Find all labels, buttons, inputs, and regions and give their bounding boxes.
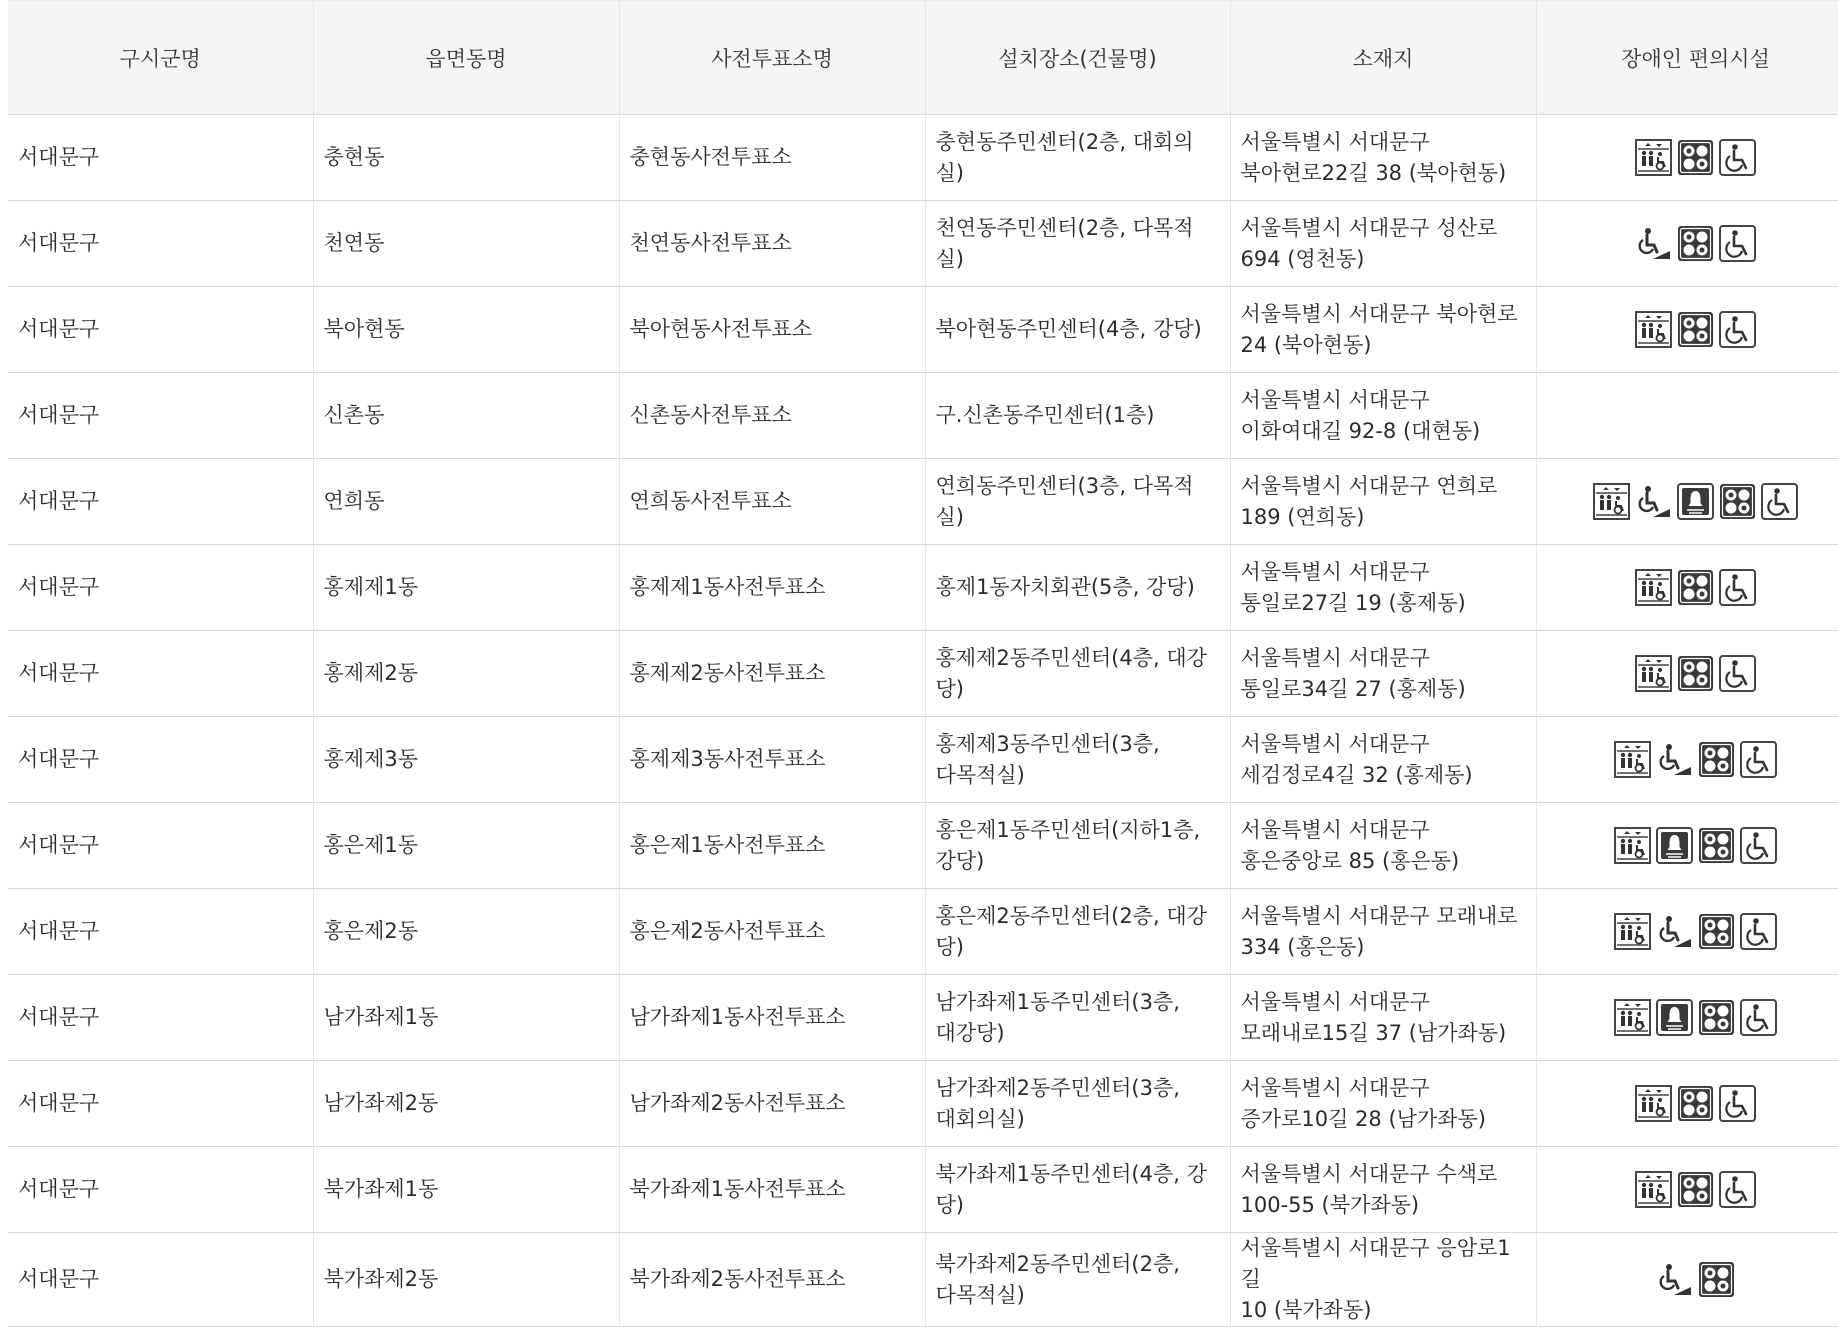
- cell-address: 서울특별시 서대문구 응암로1길 10 (북가좌동): [1230, 1233, 1536, 1327]
- cell-place: 홍제제2동주민센터(4층, 대강당): [925, 631, 1230, 717]
- cell-district: 서대문구: [8, 545, 313, 631]
- cell-district: 서대문구: [8, 287, 313, 373]
- wheelchair-icon: [1719, 655, 1756, 692]
- facility-icon-group: [1635, 139, 1756, 176]
- elevator-icon: [1614, 999, 1651, 1036]
- cell-place: 홍제1동자치회관(5층, 강당): [925, 545, 1230, 631]
- elevator-icon: [1635, 139, 1672, 176]
- cell-district: 서대문구: [8, 201, 313, 287]
- col-header-dong: 읍면동명: [313, 1, 619, 115]
- header-row: [8, 1, 1838, 115]
- facility-icon-group: [1614, 741, 1777, 778]
- braille-icon: [1698, 827, 1735, 864]
- cell-station: 북아현동사전투표소: [619, 287, 925, 373]
- cell-district: 서대문구: [8, 803, 313, 889]
- table-row: [8, 373, 1838, 459]
- table-row: [8, 545, 1838, 631]
- elevator-icon: [1635, 1171, 1672, 1208]
- cell-address: 서울특별시 서대문구 모래내로 334 (홍은동): [1230, 889, 1536, 975]
- cell-station: 홍제제1동사전투표소: [619, 545, 925, 631]
- cell-address: 서울특별시 서대문구 수색로 100-55 (북가좌동): [1230, 1147, 1536, 1233]
- cell-district: 서대문구: [8, 115, 313, 201]
- cell-dong: 연희동: [313, 459, 619, 545]
- cell-dong: 홍은제1동: [313, 803, 619, 889]
- cell-district: 서대문구: [8, 459, 313, 545]
- table-row: [8, 201, 1838, 287]
- elevator-icon: [1614, 741, 1651, 778]
- table-row: [8, 631, 1838, 717]
- bell-icon: [1656, 827, 1693, 864]
- wheelchair-icon: [1761, 483, 1798, 520]
- cell-station: 신촌동사전투표소: [619, 373, 925, 459]
- cell-address: 서울특별시 서대문구 홍은중앙로 85 (홍은동): [1230, 803, 1536, 889]
- polling-station-table: [8, 0, 1838, 1327]
- cell-facilities: [1536, 373, 1838, 459]
- cell-place: 홍제제3동주민센터(3층, 다목적실): [925, 717, 1230, 803]
- cell-address: 서울특별시 서대문구 모래내로15길 37 (남가좌동): [1230, 975, 1536, 1061]
- cell-facilities: [1536, 889, 1838, 975]
- cell-facilities: [1536, 545, 1838, 631]
- cell-district: 서대문구: [8, 1147, 313, 1233]
- bell-icon: [1677, 483, 1714, 520]
- braille-icon: [1719, 483, 1756, 520]
- braille-icon: [1677, 139, 1714, 176]
- wheelchair-icon: [1719, 1085, 1756, 1122]
- cell-facilities: [1536, 631, 1838, 717]
- cell-district: 서대문구: [8, 1061, 313, 1147]
- cell-address: 서울특별시 서대문구 세검정로4길 32 (홍제동): [1230, 717, 1536, 803]
- cell-address: 서울특별시 서대문구 통일로27길 19 (홍제동): [1230, 545, 1536, 631]
- elevator-icon: [1614, 827, 1651, 864]
- cell-place: 충현동주민센터(2층, 대회의실): [925, 115, 1230, 201]
- cell-station: 북가좌제2동사전투표소: [619, 1233, 925, 1327]
- elevator-icon: [1614, 913, 1651, 950]
- braille-icon: [1698, 1261, 1735, 1298]
- cell-dong: 충현동: [313, 115, 619, 201]
- elevator-icon: [1635, 569, 1672, 606]
- cell-dong: 북아현동: [313, 287, 619, 373]
- table-row: [8, 975, 1838, 1061]
- col-header-facilities: 장애인 편의시설: [1536, 1, 1838, 115]
- braille-icon: [1698, 913, 1735, 950]
- cell-place: 홍은제2동주민센터(2층, 대강당): [925, 889, 1230, 975]
- braille-icon: [1677, 569, 1714, 606]
- braille-icon: [1677, 311, 1714, 348]
- cell-dong: 천연동: [313, 201, 619, 287]
- facility-icon-group: [1635, 225, 1756, 262]
- cell-facilities: [1536, 459, 1838, 545]
- table-row: [8, 717, 1838, 803]
- cell-place: 남가좌제1동주민센터(3층, 대강당): [925, 975, 1230, 1061]
- ramp-icon: [1656, 1261, 1693, 1298]
- cell-place: 구.신촌동주민센터(1층): [925, 373, 1230, 459]
- col-header-place: 설치장소(건물명): [925, 1, 1230, 115]
- cell-address: 서울특별시 서대문구 연희로 189 (연희동): [1230, 459, 1536, 545]
- cell-dong: 북가좌제2동: [313, 1233, 619, 1327]
- cell-station: 홍은제2동사전투표소: [619, 889, 925, 975]
- cell-district: 서대문구: [8, 373, 313, 459]
- ramp-icon: [1656, 913, 1693, 950]
- table-header: [8, 1, 1838, 115]
- cell-place: 홍은제1동주민센터(지하1층, 강당): [925, 803, 1230, 889]
- cell-dong: 홍제제3동: [313, 717, 619, 803]
- cell-facilities: [1536, 201, 1838, 287]
- cell-address: 서울특별시 서대문구 이화여대길 92-8 (대현동): [1230, 373, 1536, 459]
- cell-station: 홍제제3동사전투표소: [619, 717, 925, 803]
- cell-facilities: [1536, 803, 1838, 889]
- facility-icon-group: [1614, 999, 1777, 1036]
- cell-district: 서대문구: [8, 975, 313, 1061]
- cell-place: 남가좌제2동주민센터(3층, 대회의실): [925, 1061, 1230, 1147]
- cell-address: 서울특별시 서대문구 통일로34길 27 (홍제동): [1230, 631, 1536, 717]
- cell-address: 서울특별시 서대문구 북아현로 24 (북아현동): [1230, 287, 1536, 373]
- cell-station: 충현동사전투표소: [619, 115, 925, 201]
- wheelchair-icon: [1740, 741, 1777, 778]
- elevator-icon: [1635, 1085, 1672, 1122]
- table-row: [8, 1147, 1838, 1233]
- cell-dong: 홍제제2동: [313, 631, 619, 717]
- table-row: [8, 459, 1838, 545]
- braille-icon: [1677, 225, 1714, 262]
- cell-dong: 남가좌제1동: [313, 975, 619, 1061]
- cell-place: 북가좌제2동주민센터(2층, 다목적실): [925, 1233, 1230, 1327]
- facility-icon-group: [1635, 655, 1756, 692]
- ramp-icon: [1635, 483, 1672, 520]
- cell-facilities: [1536, 1233, 1838, 1327]
- cell-station: 홍은제1동사전투표소: [619, 803, 925, 889]
- facility-icon-group: [1593, 483, 1798, 520]
- table-body: [8, 115, 1838, 1327]
- cell-address: 서울특별시 서대문구 성산로 694 (영천동): [1230, 201, 1536, 287]
- elevator-icon: [1635, 655, 1672, 692]
- table-row: [8, 115, 1838, 201]
- cell-facilities: [1536, 1147, 1838, 1233]
- cell-station: 북가좌제1동사전투표소: [619, 1147, 925, 1233]
- cell-facilities: [1536, 717, 1838, 803]
- braille-icon: [1698, 741, 1735, 778]
- cell-facilities: [1536, 115, 1838, 201]
- cell-place: 연희동주민센터(3층, 다목적실): [925, 459, 1230, 545]
- cell-facilities: [1536, 287, 1838, 373]
- cell-district: 서대문구: [8, 631, 313, 717]
- facility-icon-group: [1614, 913, 1777, 950]
- facility-icon-group: [1635, 1085, 1756, 1122]
- table-row: [8, 1233, 1838, 1327]
- col-header-station: 사전투표소명: [619, 1, 925, 115]
- cell-facilities: [1536, 975, 1838, 1061]
- braille-icon: [1677, 655, 1714, 692]
- braille-icon: [1677, 1171, 1714, 1208]
- cell-dong: 홍은제2동: [313, 889, 619, 975]
- facility-icon-group: [1656, 1261, 1735, 1298]
- cell-address: 서울특별시 서대문구 북아현로22길 38 (북아현동): [1230, 115, 1536, 201]
- cell-place: 천연동주민센터(2층, 다목적실): [925, 201, 1230, 287]
- cell-place: 북가좌제1동주민센터(4층, 강당): [925, 1147, 1230, 1233]
- wheelchair-icon: [1719, 1171, 1756, 1208]
- table-row: [8, 889, 1838, 975]
- elevator-icon: [1635, 311, 1672, 348]
- braille-icon: [1698, 999, 1735, 1036]
- table-row: [8, 287, 1838, 373]
- facility-icon-group: [1635, 311, 1756, 348]
- col-header-district: 구시군명: [8, 1, 313, 115]
- bell-icon: [1656, 999, 1693, 1036]
- braille-icon: [1677, 1085, 1714, 1122]
- cell-place: 북아현동주민센터(4층, 강당): [925, 287, 1230, 373]
- ramp-icon: [1635, 225, 1672, 262]
- cell-dong: 북가좌제1동: [313, 1147, 619, 1233]
- cell-station: 연희동사전투표소: [619, 459, 925, 545]
- col-header-address: 소재지: [1230, 1, 1536, 115]
- cell-station: 홍제제2동사전투표소: [619, 631, 925, 717]
- wheelchair-icon: [1740, 827, 1777, 864]
- cell-district: 서대문구: [8, 889, 313, 975]
- cell-station: 천연동사전투표소: [619, 201, 925, 287]
- cell-district: 서대문구: [8, 1233, 313, 1327]
- table-row: [8, 1061, 1838, 1147]
- cell-dong: 남가좌제2동: [313, 1061, 619, 1147]
- cell-address: 서울특별시 서대문구 증가로10길 28 (남가좌동): [1230, 1061, 1536, 1147]
- facility-icon-group: [1635, 1171, 1756, 1208]
- table-row: [8, 803, 1838, 889]
- cell-station: 남가좌제1동사전투표소: [619, 975, 925, 1061]
- cell-station: 남가좌제2동사전투표소: [619, 1061, 925, 1147]
- elevator-icon: [1593, 483, 1630, 520]
- wheelchair-icon: [1719, 311, 1756, 348]
- wheelchair-icon: [1719, 569, 1756, 606]
- wheelchair-icon: [1719, 139, 1756, 176]
- facility-icon-group: [1635, 569, 1756, 606]
- cell-facilities: [1536, 1061, 1838, 1147]
- cell-dong: 홍제제1동: [313, 545, 619, 631]
- cell-district: 서대문구: [8, 717, 313, 803]
- wheelchair-icon: [1719, 225, 1756, 262]
- cell-dong: 신촌동: [313, 373, 619, 459]
- ramp-icon: [1656, 741, 1693, 778]
- wheelchair-icon: [1740, 913, 1777, 950]
- wheelchair-icon: [1740, 999, 1777, 1036]
- facility-icon-group: [1614, 827, 1777, 864]
